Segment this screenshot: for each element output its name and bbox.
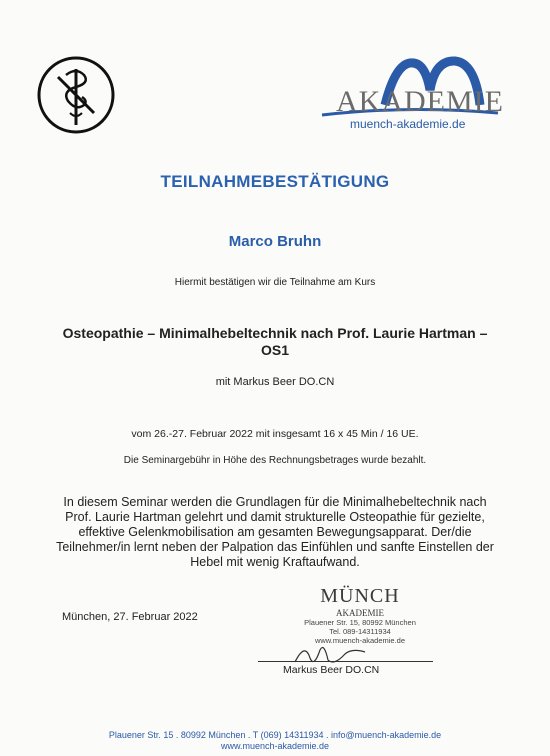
stamp-address: Plauener Str. 15, 80992 München bbox=[304, 618, 416, 627]
dates-line: vom 26.-27. Februar 2022 mit insgesamt 16 x 45 Min / 16 UE. bbox=[131, 428, 419, 440]
lecturer-line: mit Markus Beer DO.CN bbox=[215, 376, 335, 388]
place-date: München, 27. Februar 2022 bbox=[62, 611, 198, 623]
signer-name: Markus Beer DO.CN bbox=[283, 664, 380, 676]
stamp-sub: AKADEMIE bbox=[336, 608, 384, 618]
fee-line: Die Seminargebühr in Höhe des Rechnungsbetrages wurde bezahlt. bbox=[123, 455, 427, 466]
logo-wordmark: AKADEMIE bbox=[336, 85, 504, 118]
stamp-name: MÜNCH bbox=[320, 585, 400, 607]
company-stamp bbox=[285, 585, 435, 645]
caduceus-circle-icon bbox=[36, 55, 116, 135]
footer-address: Plauener Str. 15 . 80992 München . T (069) 14311934 . info@muench-akademie.de bbox=[108, 730, 442, 740]
signature-line bbox=[258, 661, 433, 662]
stamp-tel: Tel. 089-14311934 bbox=[329, 627, 391, 636]
participant-name: Marco Bruhn bbox=[228, 233, 322, 250]
certificate-title: TEILNAHMEBESTÄTIGUNG bbox=[160, 172, 390, 191]
akademie-logo bbox=[320, 55, 504, 135]
intro-text: Hiermit bestätigen wir die Teilnahme am Kurs bbox=[174, 277, 376, 288]
footer-website: www.muench-akademie.de bbox=[220, 741, 330, 751]
logo-url: muench-akademie.de bbox=[350, 117, 466, 131]
course-description: In diesem Seminar werden die Grundlagen für die Minimalhebeltechnik nach Prof. Laurie Hartman gelehrt und damit strukturelle Osteopathie für gezielte, effektive Gelenkmobilisation am gesamten Bewegungsapparat. Der/die Teilnehmer/in lernt neben der Palpation das Einfühlen und sanfte Einstellen der Hebel mit wenig Kraftaufwand. bbox=[56, 495, 494, 569]
course-title: Osteopathie – Minimalhebeltechnik nach Prof. Laurie Hartman – OS1 bbox=[62, 325, 488, 358]
stamp-web: www.muench-akademie.de bbox=[314, 636, 406, 645]
